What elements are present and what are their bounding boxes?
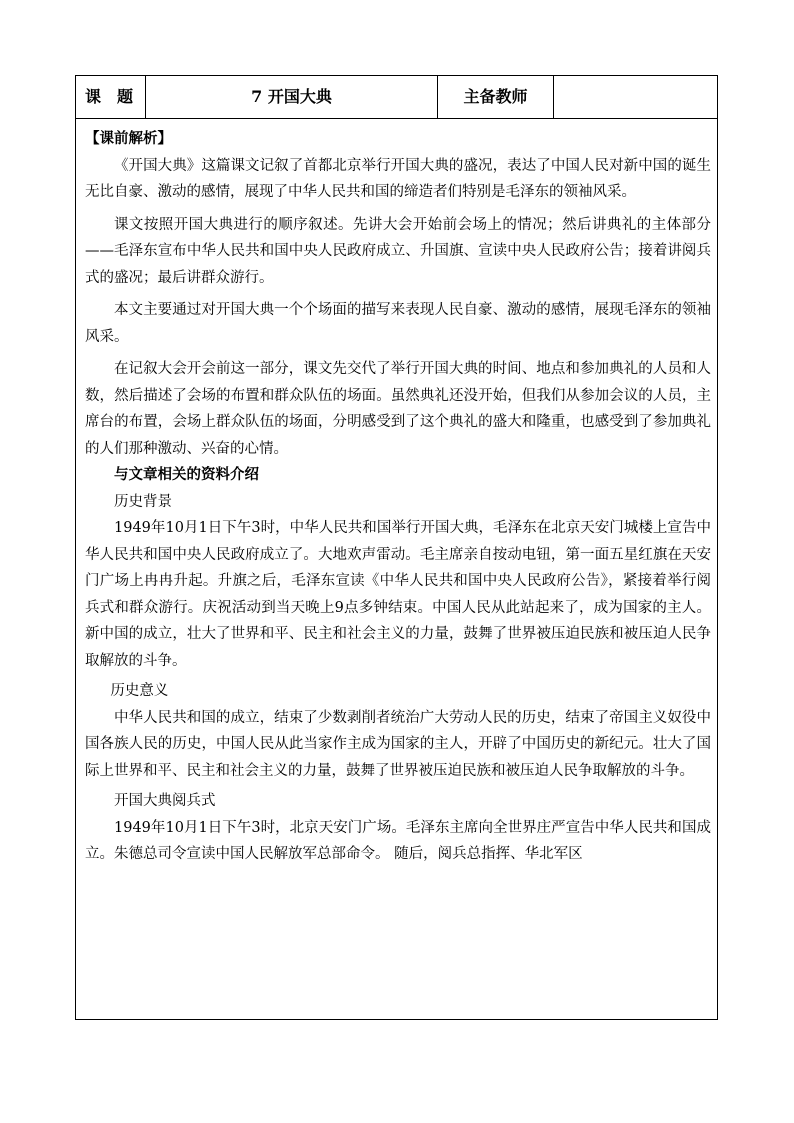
lesson-title: 7 开国大典 (146, 76, 438, 118)
teacher-label: 主备教师 (438, 76, 554, 118)
section-tag-analysis: 【课前解析】 (85, 130, 172, 147)
materials-heading: 与文章相关的资料介绍 (114, 466, 259, 483)
lesson-plan-table (75, 75, 718, 1020)
analysis-paragraph: 课文按照开国大典进行的顺序叙述。先讲大会开始前会场上的情况；然后讲典礼的主体部分——毛泽东宣布中华人民共和国中央人民政府成立、升国旗、宣读中央人民政府公告；接着讲阅兵式的盛况；最后讲群众游行。 (85, 216, 711, 286)
analysis-paragraph: 本文主要通过对开国大典一个个场面的描写来表现人民自豪、激动的感情，展现毛泽东的领袖风采。 (85, 302, 711, 345)
analysis-paragraph: 在记叙大会开会前这一部分，课文先交代了举行开国大典的时间、地点和参加典礼的人员和人数，然后描述了会场的布置和群众队伍的场面。虽然典礼还没开始，但我们从参加会议的人员，主席台的布置，会场上群众队伍的场面，分明感受到了这个典礼的盛大和隆重，也感受到了参加典礼的人们那种激动、兴奋的心情。 (85, 361, 711, 457)
significance-title: 历史意义 (110, 683, 169, 699)
content-cell (85, 126, 711, 868)
parade-text: 1949年10月1日下午3时，北京天安门广场。毛泽东主席向全世界庄严宣告中华人民共和国成立。朱德总司令宣读中国人民解放军总部命令。 随后，阅兵总指挥、华北军区 (85, 819, 711, 862)
significance-text: 中华人民共和国的成立，结束了少数剥削者统治广大劳动人民的历史，结束了帝国主义奴役中国各族人民的历史，中国人民从此当家作主成为国家的主人，开辟了中国历史的新纪元。壮大了国际上世界和平、民主和社会主义的力量，鼓舞了世界被压迫民族和被压迫人民争取解放的斗争。 (85, 709, 711, 779)
parade-title: 开国大典阅兵式 (114, 793, 216, 809)
teacher-value (554, 76, 717, 118)
background-title: 历史背景 (114, 493, 172, 510)
background-text: 1949年10月1日下午3时，中华人民共和国举行开国大典，毛泽东在北京天安门城楼上宣告中华人民共和国中央人民政府成立了。大地欢声雷动。毛主席亲自按动电钮，第一面五星红旗在天安门广场上冉冉升起。升旗之后，毛泽东宣读《中华人民共和国中央人民政府公告》，紧接着举行阅兵式和群众游行。庆祝活动到当天晚上9点多钟结束。中国人民从此站起来了，成为国家的主人。新中国的成立，壮大了世界和平、民主和社会主义的力量，鼓舞了世界被压迫民族和被压迫人民争取解放的斗争。 (85, 520, 711, 669)
analysis-paragraph: 《开国大典》这篇课文记叙了首都北京举行开国大典的盛况，表达了中国人民对新中国的诞生无比自豪、激动的感情，展现了中华人民共和国的缔造者们特别是毛泽东的领袖风采。 (85, 157, 711, 200)
header-row (76, 76, 717, 119)
subject-label: 课 题 (76, 76, 146, 118)
